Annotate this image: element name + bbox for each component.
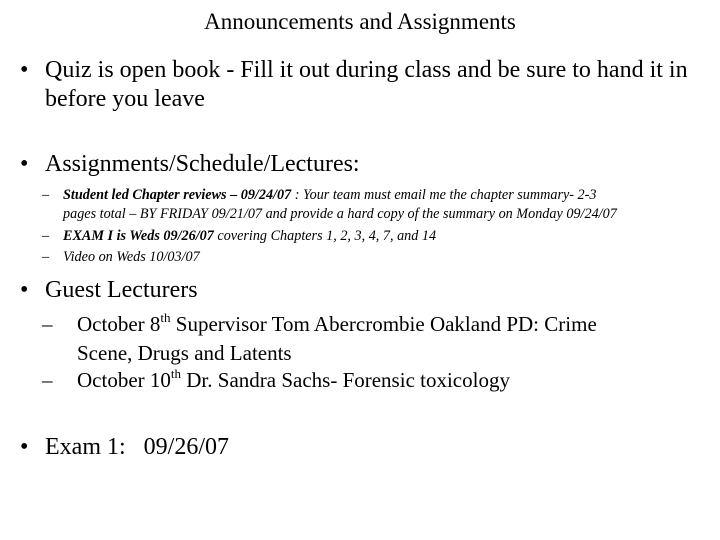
bullet-quiz-text: Quiz is open book - Fill it out during class and be sure to hand it in before you leave	[45, 57, 688, 112]
dash-icon: –	[42, 312, 53, 336]
assignment-item-video	[42, 248, 714, 267]
bullet-quiz	[20, 56, 700, 114]
bullet-exam	[20, 433, 700, 462]
guest1-date: October 8	[77, 312, 161, 336]
bullet-guest-text: Guest Lecturers	[45, 277, 198, 303]
bullet-icon: •	[20, 434, 29, 460]
guest2-date-suffix: th	[170, 366, 182, 381]
guest-item-abercrombie	[42, 311, 712, 366]
slide-title: Announcements and Assignments	[204, 9, 516, 34]
reviews-detail-line1: : Your team must email me the chapter summary- 2-3	[291, 187, 597, 203]
guest1-detail-line1: Supervisor Tom Abercrombie Oakland PD: Crime	[170, 312, 597, 336]
guest-item-sachs	[42, 367, 712, 396]
bullet-icon: •	[20, 277, 29, 303]
dash-icon: –	[42, 228, 50, 244]
guest1-detail-line2: Scene, Drugs and Latents	[77, 341, 292, 365]
assignment-item-reviews	[42, 186, 714, 224]
dash-icon: –	[42, 249, 50, 265]
reviews-detail-line2: pages total – BY FRIDAY 09/21/07 and provide a hard copy of the summary on Monday 09/24/07	[63, 206, 617, 222]
dash-icon: –	[42, 368, 53, 392]
guest2-detail: Dr. Sandra Sachs- Forensic toxicology	[181, 368, 510, 392]
reviews-date: Student led Chapter reviews – 09/24/07	[63, 187, 292, 203]
bullet-assignments-text: Assignments/Schedule/Lectures:	[45, 151, 360, 177]
dash-icon: –	[42, 187, 50, 203]
bullet-guest-lecturers	[20, 276, 700, 305]
bullet-assignments	[20, 150, 700, 179]
bullet-icon: •	[20, 151, 29, 177]
video-text: Video on Weds 10/03/07	[63, 249, 200, 265]
exam-date: EXAM I is Weds 09/26/07	[63, 228, 214, 244]
guest2-date: October 10	[77, 368, 171, 392]
exam-chapters: covering Chapters 1, 2, 3, 4, 7, and 14	[213, 228, 437, 244]
assignment-item-exam	[42, 227, 714, 246]
guest1-date-suffix: th	[160, 310, 171, 325]
bullet-icon: •	[20, 57, 29, 83]
bullet-exam-text: Exam 1: 09/26/07	[45, 434, 229, 460]
